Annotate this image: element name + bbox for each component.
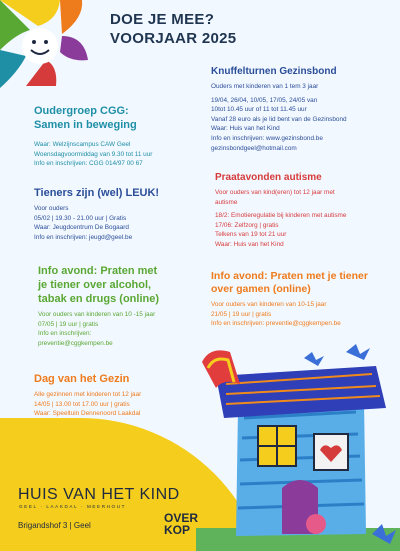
smiling-sun-logo [0, 0, 90, 90]
gamen-line: Info en inschrijven: preventie@cggkempen.be [211, 320, 341, 328]
tieners-line: Info en inschrijven: jeugd@geel.be [34, 233, 133, 241]
knuffel-line: Ouders met kinderen van 1 tem 3 jaar [211, 83, 319, 90]
gamen-line: 21/05 | 19 uur | gratis [211, 310, 272, 318]
autisme-block [215, 172, 346, 250]
brand-subtitle: GEEL · LAAKDAL · MEERHOUT [19, 504, 127, 509]
autisme-line: Telkens van 19 tot 21 uur [215, 231, 287, 239]
title-line-1: DOE JE MEE? [110, 11, 215, 28]
gezin-line: Waar: Speeltuin Dennenoord Laakdal [34, 410, 141, 418]
knuffel-line: 10tot 10.45 uur of 11 tot 11.45 uur [211, 106, 307, 114]
knuffel-line: Vanaf 28 euro als je lid bent van de Gezinsbond [211, 115, 347, 123]
tieners-line: Waar: Jeugdcentrum De Bogaard [34, 224, 129, 232]
info-alcohol-title-1: Info avond: Praten met [38, 265, 158, 277]
knuffel-block [211, 66, 347, 153]
tieners-line: Voor ouders [34, 205, 69, 212]
gezin-line: 14/05 | 13.00 tot 17.00 uur | gratis [34, 400, 130, 408]
tieners-block [34, 186, 159, 242]
info-alcohol-line: Voor ouders van kinderen van 10 -15 jaar [38, 311, 156, 318]
overkop-line-2: KOP [164, 523, 191, 537]
oudergroep-title-2: Samen in beweging [34, 119, 137, 131]
knuffel-line: Info en inschrijven: www.gezinsbond.be [211, 134, 323, 142]
gamen-title-2: over gamen (online) [211, 283, 311, 295]
knuffel-line: gezinsbondgeel@hotmail.com [211, 144, 297, 152]
gezin-line: Alle gezinnen met kinderen tot 12 jaar [34, 391, 142, 398]
oudergroep-title-1: Oudergroep CGG: [34, 105, 129, 117]
autisme-line: Waar: Huis van het Kind [215, 240, 284, 248]
knuffel-line: 19/04, 26/04, 10/05, 17/05, 24/05 van [211, 96, 318, 104]
gamen-line: Voor ouders van kinderen van 10-15 jaar [211, 301, 327, 308]
title-line-2: VOORJAAR 2025 [110, 30, 237, 47]
info-alcohol-block [38, 264, 159, 348]
autisme-line: Voor ouders van kind(eren) tot 12 jaar met [215, 189, 335, 196]
overkop-line-1: OVER [164, 511, 199, 525]
flyer-title [110, 10, 236, 48]
info-alcohol-line: 07/05 | 19 uur | gratis [38, 320, 99, 328]
oudergroep-line: Woensdagvoormiddag van 9.30 tot 11 uur [34, 150, 153, 158]
info-alcohol-line: preventie@cggkempen.be [38, 339, 113, 347]
autisme-line: autisme [215, 198, 238, 206]
gezin-title: Dag van het Gezin [34, 373, 130, 385]
overkop-logo [164, 512, 198, 536]
gamen-title-1: Info avond: Praten met je tiener [211, 270, 368, 282]
knuffel-line: Waar: Huis van het Kind [211, 125, 280, 133]
info-alcohol-title-2: je tiener over alcohol, [38, 279, 152, 291]
tieners-line: 05/02 | 19.30 - 21.00 uur | Gratis [34, 214, 127, 222]
address: Brigandshof 3 | Geel [18, 521, 91, 530]
gezin-block [34, 372, 141, 419]
autisme-line: 17/06: Zelfzorg | gratis [215, 221, 279, 229]
tieners-title: Tieners zijn (wel) LEUK! [34, 187, 160, 199]
autisme-line: 18/2: Emotieregulatie bij kinderen met autisme [215, 212, 347, 220]
info-alcohol-line: Info en inschrijven: [38, 330, 92, 338]
info-alcohol-title-3: tabak en drugs (online) [38, 293, 160, 305]
knuffel-title: Knuffelturnen Gezinsbond [211, 66, 337, 77]
oudergroep-line: Info en inschrijven: CGG 014/97 00 67 [34, 160, 143, 168]
house-drawing-illustration [196, 338, 400, 551]
oudergroep-block [34, 104, 152, 169]
huis-van-het-kind-brand: HUIS VAN HET KIND [18, 486, 180, 503]
gamen-block [211, 270, 368, 329]
autisme-title: Praatavonden autisme [215, 172, 322, 183]
oudergroep-line: Waar: Welzijnscampus CAW Geel [34, 141, 131, 148]
